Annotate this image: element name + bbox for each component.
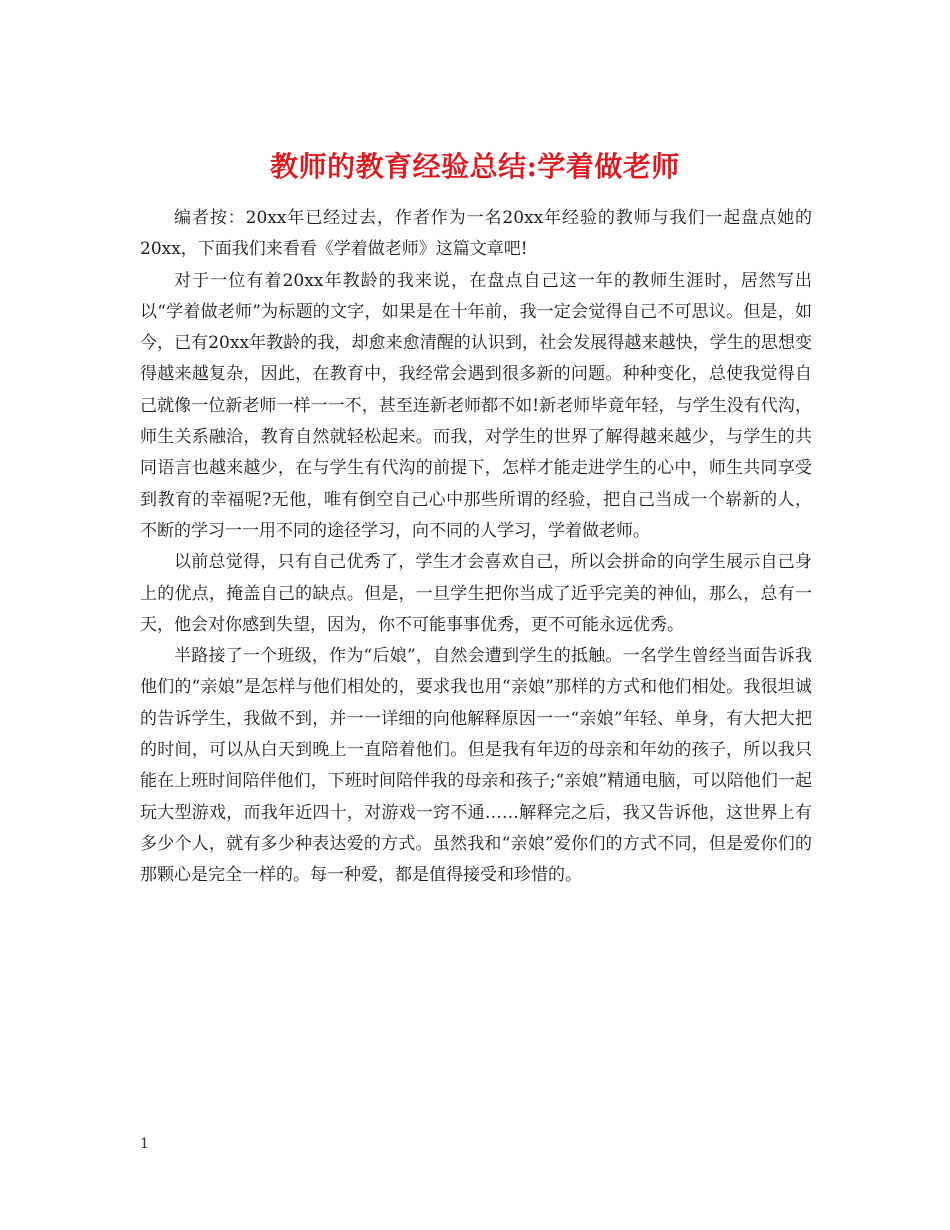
paragraph-editor-note: 编者按：20xx年已经过去，作者作为一名20xx年经验的教师与我们一起盘点她的20xx，下面我们来看看《学着做老师》这篇文章吧! [140,208,812,260]
document-title: 教师的教育经验总结:学着做老师 [270,149,680,183]
page-number: 1 [140,1136,149,1152]
document-body [140,203,812,892]
paragraph-past-belief: 以前总觉得，只有自己优秀了，学生才会喜欢自己，所以会拼命的向学生展示自己身上的优点，掩盖自己的缺点。但是，一旦学生把你当成了近乎完美的神仙，那么，总有一天，他会对你感到失望，因为，你不可能事事优秀，更不可能永远优秀。 [140,552,812,635]
paragraph-learning-teacher: 对于一位有着20xx年教龄的我来说，在盘点自己这一年的教师生涯时，居然写出以“学着做老师”为标题的文字，如果是在十年前，我一定会觉得自己不可思议。但是，如今，已有20xx年教龄的我，却愈来愈清醒的认识到，社会发展得越来越快，学生的思想变得越来越复杂，因此，在教育中，我经常会遇到很多新的问题。种种变化，总使我觉得自己就像一位新老师一样一一不，甚至连新老师都不如!新老师毕竟年轻，与学生没有代沟，师生关系融洽，教育自然就轻松起来。而我，对学生的世界了解得越来越少，与学生的共同语言也越来越少，在与学生有代沟的前提下，怎样才能走进学生的心中，师生共同享受到教育的幸福呢?无他，唯有倒空自己心中那些所谓的经验，把自己当成一个崭新的人，不断的学习一一用不同的途径学习，向不同的人学习，学着做老师。 [140,270,812,541]
paragraph-stepmother-class: 半路接了一个班级，作为“后娘”，自然会遭到学生的抵触。一名学生曾经当面告诉我他们的“亲娘”是怎样与他们相处的，要求我也用“亲娘”那样的方式和他们相处。我很坦诚的告诉学生，我做不到，并一一详细的向他解释原因一一“亲娘”年轻、单身，有大把大把的时间，可以从白天到晚上一直陪着他们。但是我有年迈的母亲和年幼的孩子，所以我只能在上班时间陪伴他们，下班时间陪伴我的母亲和孩子;“亲娘”精通电脑，可以陪他们一起玩大型游戏，而我年近四十，对游戏一窍不通……解释完之后，我又告诉他，这世界上有多少个人，就有多少种表达爱的方式。虽然我和“亲娘”爱你们的方式不同，但是爱你们的那颗心是完全一样的。每一种爱，都是值得接受和珍惜的。 [140,646,812,886]
